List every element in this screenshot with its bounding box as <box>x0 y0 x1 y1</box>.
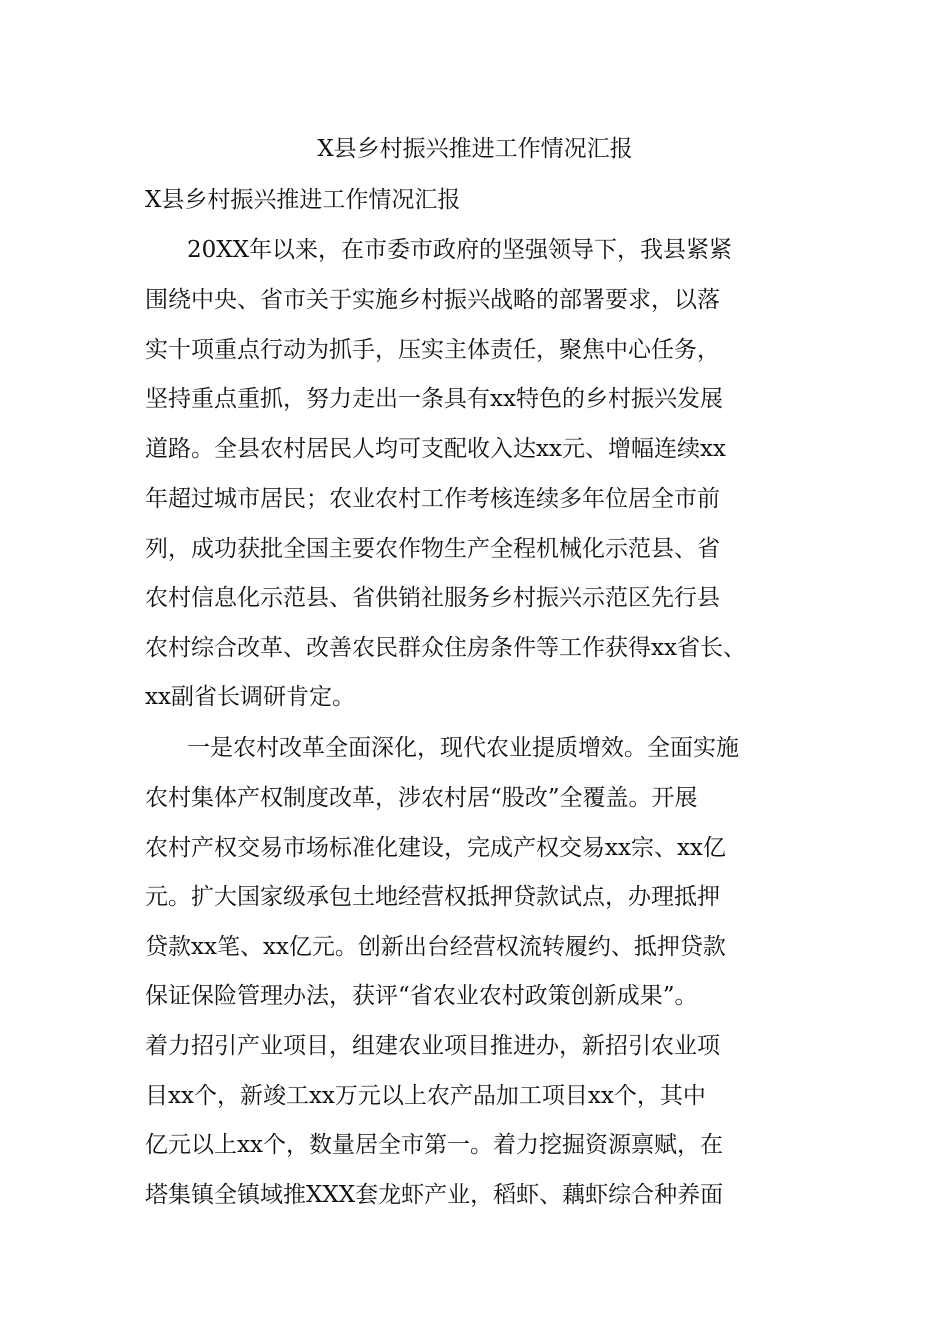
paragraph-2-line-7: 着力招引产业项目，组建农业项目推进办，新招引农业项 <box>145 1033 720 1059</box>
document-title: X县乡村振兴推进工作情况汇报 <box>317 136 633 162</box>
paragraph-1-line-5: 道路。全县农村居民人均可支配收入达xx元、增幅连续xx <box>145 436 726 462</box>
paragraph-2-line-8: 目xx个，新竣工xx万元以上农产品加工项目xx个，其中 <box>145 1083 706 1109</box>
paragraph-1-line-1: 20XX年以来，在市委市政府的坚强领导下，我县紧紧 <box>187 237 733 263</box>
document-subtitle: X县乡村振兴推进工作情况汇报 <box>145 187 461 213</box>
paragraph-2-line-3: 农村产权交易市场标准化建设，完成产权交易xx宗、xx亿 <box>145 835 726 861</box>
paragraph-1-line-3: 实十项重点行动为抓手，压实主体责任，聚焦中心任务， <box>145 337 720 363</box>
paragraph-2-line-9: 亿元以上xx个，数量居全市第一。着力挖掘资源禀赋，在 <box>145 1132 723 1158</box>
paragraph-2-line-2: 农村集体产权制度改革，涉农村居“股改”全覆盖。开展 <box>145 785 698 811</box>
paragraph-2-line-4: 元。扩大国家级承包土地经营权抵押贷款试点，办理抵押 <box>145 884 720 910</box>
paragraph-1-line-6: 年超过城市居民；农业农村工作考核连续多年位居全市前 <box>145 486 720 512</box>
paragraph-2-line-10: 塔集镇全镇域推XXX套龙虾产业，稻虾、藕虾综合种养面 <box>145 1182 724 1208</box>
paragraph-1-line-10: xx副省长调研肯定。 <box>145 684 355 710</box>
paragraph-1-line-7: 列，成功获批全国主要农作物生产全程机械化示范县、省 <box>145 536 720 562</box>
paragraph-2-line-6: 保证保险管理办法，获评“省农业农村政策创新成果”。 <box>145 983 698 1009</box>
paragraph-1-line-4: 坚持重点重抓，努力走出一条具有xx特色的乡村振兴发展 <box>145 386 723 412</box>
paragraph-2-line-5: 贷款xx笔、xx亿元。创新出台经营权流转履约、抵押贷款 <box>145 934 726 960</box>
paragraph-1-line-2: 围绕中央、省市关于实施乡村振兴战略的部署要求，以落 <box>145 287 720 313</box>
paragraph-2-line-1: 一是农村改革全面深化，现代农业提质增效。全面实施 <box>187 735 739 761</box>
paragraph-1-line-8: 农村信息化示范县、省供销社服务乡村振兴示范区先行县 <box>145 585 720 611</box>
paragraph-1-line-9: 农村综合改革、改善农民群众住房条件等工作获得xx省长、 <box>145 635 746 661</box>
